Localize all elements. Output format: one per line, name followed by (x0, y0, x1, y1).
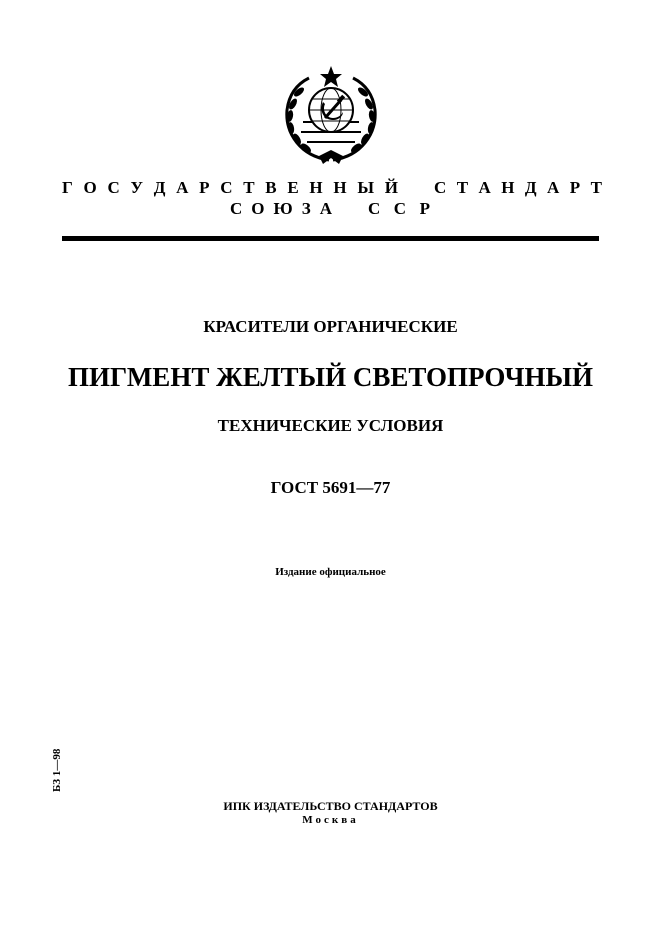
ussr-word (368, 199, 430, 219)
edition-note: Издание официальное (275, 566, 386, 578)
letter: С (393, 199, 407, 218)
letter: Р (199, 178, 210, 197)
letter: В (265, 178, 277, 197)
document-subtitle: ТЕХНИЧЕСКИЕ УСЛОВИЯ (217, 416, 444, 435)
letter: З (301, 199, 311, 218)
letter: О (83, 178, 97, 197)
state-standard-heading (62, 178, 602, 198)
letter: Д (153, 178, 166, 197)
letter: Й (384, 178, 398, 197)
letter: Н (309, 178, 323, 197)
letter: О (251, 199, 265, 218)
letter: С (230, 199, 243, 218)
letter: Т (590, 178, 602, 197)
letter: Ю (273, 199, 293, 218)
letter: С (368, 199, 381, 218)
document-subject: КРАСИТЕЛИ ОРГАНИЧЕСКИЕ (203, 317, 458, 336)
letter: Р (419, 199, 430, 218)
letter: Н (501, 178, 515, 197)
union-heading (230, 199, 430, 219)
letter: У (130, 178, 143, 197)
letter: А (547, 178, 560, 197)
letter: Г (62, 178, 73, 197)
union-word (230, 199, 332, 219)
letter: Т (243, 178, 255, 197)
letter: А (478, 178, 491, 197)
letter: А (176, 178, 189, 197)
letter: Ы (357, 178, 375, 197)
letter: Е (287, 178, 299, 197)
ussr-coat-of-arms-icon (279, 64, 383, 168)
letter: С (434, 178, 447, 197)
publisher: ИПК ИЗДАТЕЛЬСТВО СТАНДАРТОВ (223, 799, 438, 813)
side-code: БЗ 1—98 (51, 748, 63, 792)
header-divider (62, 236, 599, 241)
letter: Д (524, 178, 537, 197)
letter: Н (333, 178, 347, 197)
letter: С (220, 178, 233, 197)
gost-number: ГОСТ 5691—77 (270, 478, 391, 497)
state-word (62, 178, 398, 198)
letter: С (107, 178, 120, 197)
letter: А (319, 199, 332, 218)
letter: Т (456, 178, 469, 197)
document-title: ПИГМЕНТ ЖЕЛТЫЙ СВЕТОПРОЧНЫЙ (68, 362, 593, 392)
publisher-city: Москва (302, 814, 359, 826)
letter: Р (569, 178, 581, 197)
standard-word (434, 178, 602, 198)
